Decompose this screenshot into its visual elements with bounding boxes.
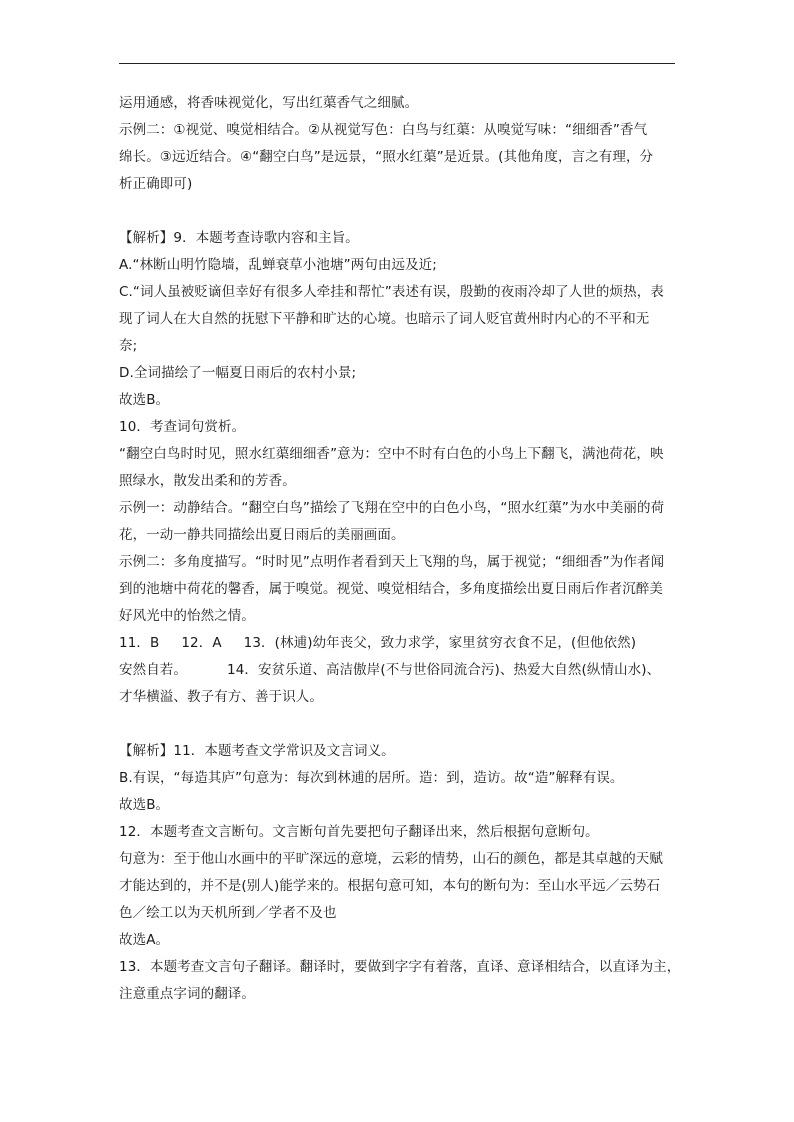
text-line: B.有误，“每造其庐”句意为：每次到林逋的居所。造：到，造访。故“造”解释有误。	[119, 770, 624, 786]
text-line: 示例二：①视觉、嗅觉相结合。②从视觉写色：白鸟与红蕖：从嗅觉写味：“细细香”香气	[119, 122, 648, 138]
text-line: 注意重点字词的翻译。	[119, 986, 255, 1002]
text-line: 10．考查词句赏析。	[119, 419, 246, 435]
answers-line	[119, 657, 679, 684]
answer-13-continued: 安然自若。	[119, 662, 187, 678]
paragraph-gap	[119, 711, 679, 738]
text-line: 故选B。	[119, 797, 170, 813]
text-line: D.全词描绘了一幅夏日雨后的农村小景;	[119, 365, 357, 381]
text-line: 花，一动一静共同描绘出夏日雨后的美丽画面。	[119, 527, 405, 543]
answer-14: 14．安贫乐道、高洁傲岸(不与世俗同流合污)、热爱大自然(纵情山水)、	[227, 662, 661, 678]
text-line: 好风光中的怡然之情。	[119, 608, 255, 624]
text-line: 现了词人在大自然的抚慰下平静和旷达的心境。也暗示了词人贬官黄州时内心的不平和无	[119, 311, 650, 327]
analysis-heading: 【解析】9．本题考查诗歌内容和主旨。	[119, 230, 359, 246]
text-line: 色／绘工以为天机所到／学者不及也	[119, 905, 337, 921]
text-line: 12．本题考查文言断句。文言断句首先要把句子翻译出来，然后根据句意断句。	[119, 824, 599, 840]
text-line: 句意为：至于他山水画中的平旷深远的意境，云彩的情势，山石的颜色，都是其卓越的天赋	[119, 851, 663, 867]
text-line: 绵长。③远近结合。④“翻空白鸟”是远景，“照水红蕖”是近景。(其他角度，言之有理，分	[119, 149, 654, 165]
answer-12: 12．A	[181, 635, 222, 651]
answer-11: 11．B	[119, 635, 160, 651]
analysis-heading: 【解析】11．本题考查文学常识及文言词义。	[119, 743, 395, 759]
answer-14-continued: 才华横溢、教子有方、善于识人。	[119, 689, 323, 705]
header-rule	[119, 63, 675, 64]
text-line: 示例一：动静结合。“翻空白鸟”描绘了飞翔在空中的白色小鸟，“照水红蕖”为水中美丽的荷	[119, 500, 665, 516]
text-line: 示例二：多角度描写。“时时见”点明作者看到天上飞翔的鸟，属于视觉；“细细香”为作者闻	[119, 554, 665, 570]
text-line: 照绿水，散发出柔和的芳香。	[119, 473, 296, 489]
text-line: “翻空白鸟时时见，照水红蕖细细香”意为：空中不时有白色的小鸟上下翻飞，满池荷花，映	[119, 446, 664, 462]
text-line: C.“词人虽被贬谪但幸好有很多人牵挂和帮忙”表述有误，殷勤的夜雨冷却了人世的烦热，表	[119, 284, 664, 300]
text-line: 析正确即可)	[119, 176, 193, 192]
text-line: 运用通感，将香味视觉化，写出红蕖香气之细腻。	[119, 95, 419, 111]
text-line: 故选B。	[119, 392, 170, 408]
text-line: 到的池塘中荷花的馨香，属于嗅觉。视觉、嗅觉相结合，多角度描绘出夏日雨后作者沉醉美	[119, 581, 663, 597]
text-line: 奈;	[119, 338, 138, 354]
page-body	[119, 90, 679, 1008]
paragraph-gap	[119, 198, 679, 225]
answers-line	[119, 630, 679, 657]
answer-13: 13．(林逋)幼年丧父，致力求学，家里贫穷衣食不足，(但他依然)	[243, 635, 637, 651]
text-line: 13．本题考查文言句子翻译。翻译时，要做到字字有着落，直译、意译相结合，以直译为主，	[119, 959, 681, 975]
text-line: 故选A。	[119, 932, 170, 948]
text-line: 才能达到的，并不是(别人)能学来的。根据句意可知，本句的断句为：至山水平远／云势石	[119, 878, 661, 894]
text-line: A.“林断山明竹隐墙，乱蝉衰草小池塘”两句由远及近;	[119, 257, 437, 273]
